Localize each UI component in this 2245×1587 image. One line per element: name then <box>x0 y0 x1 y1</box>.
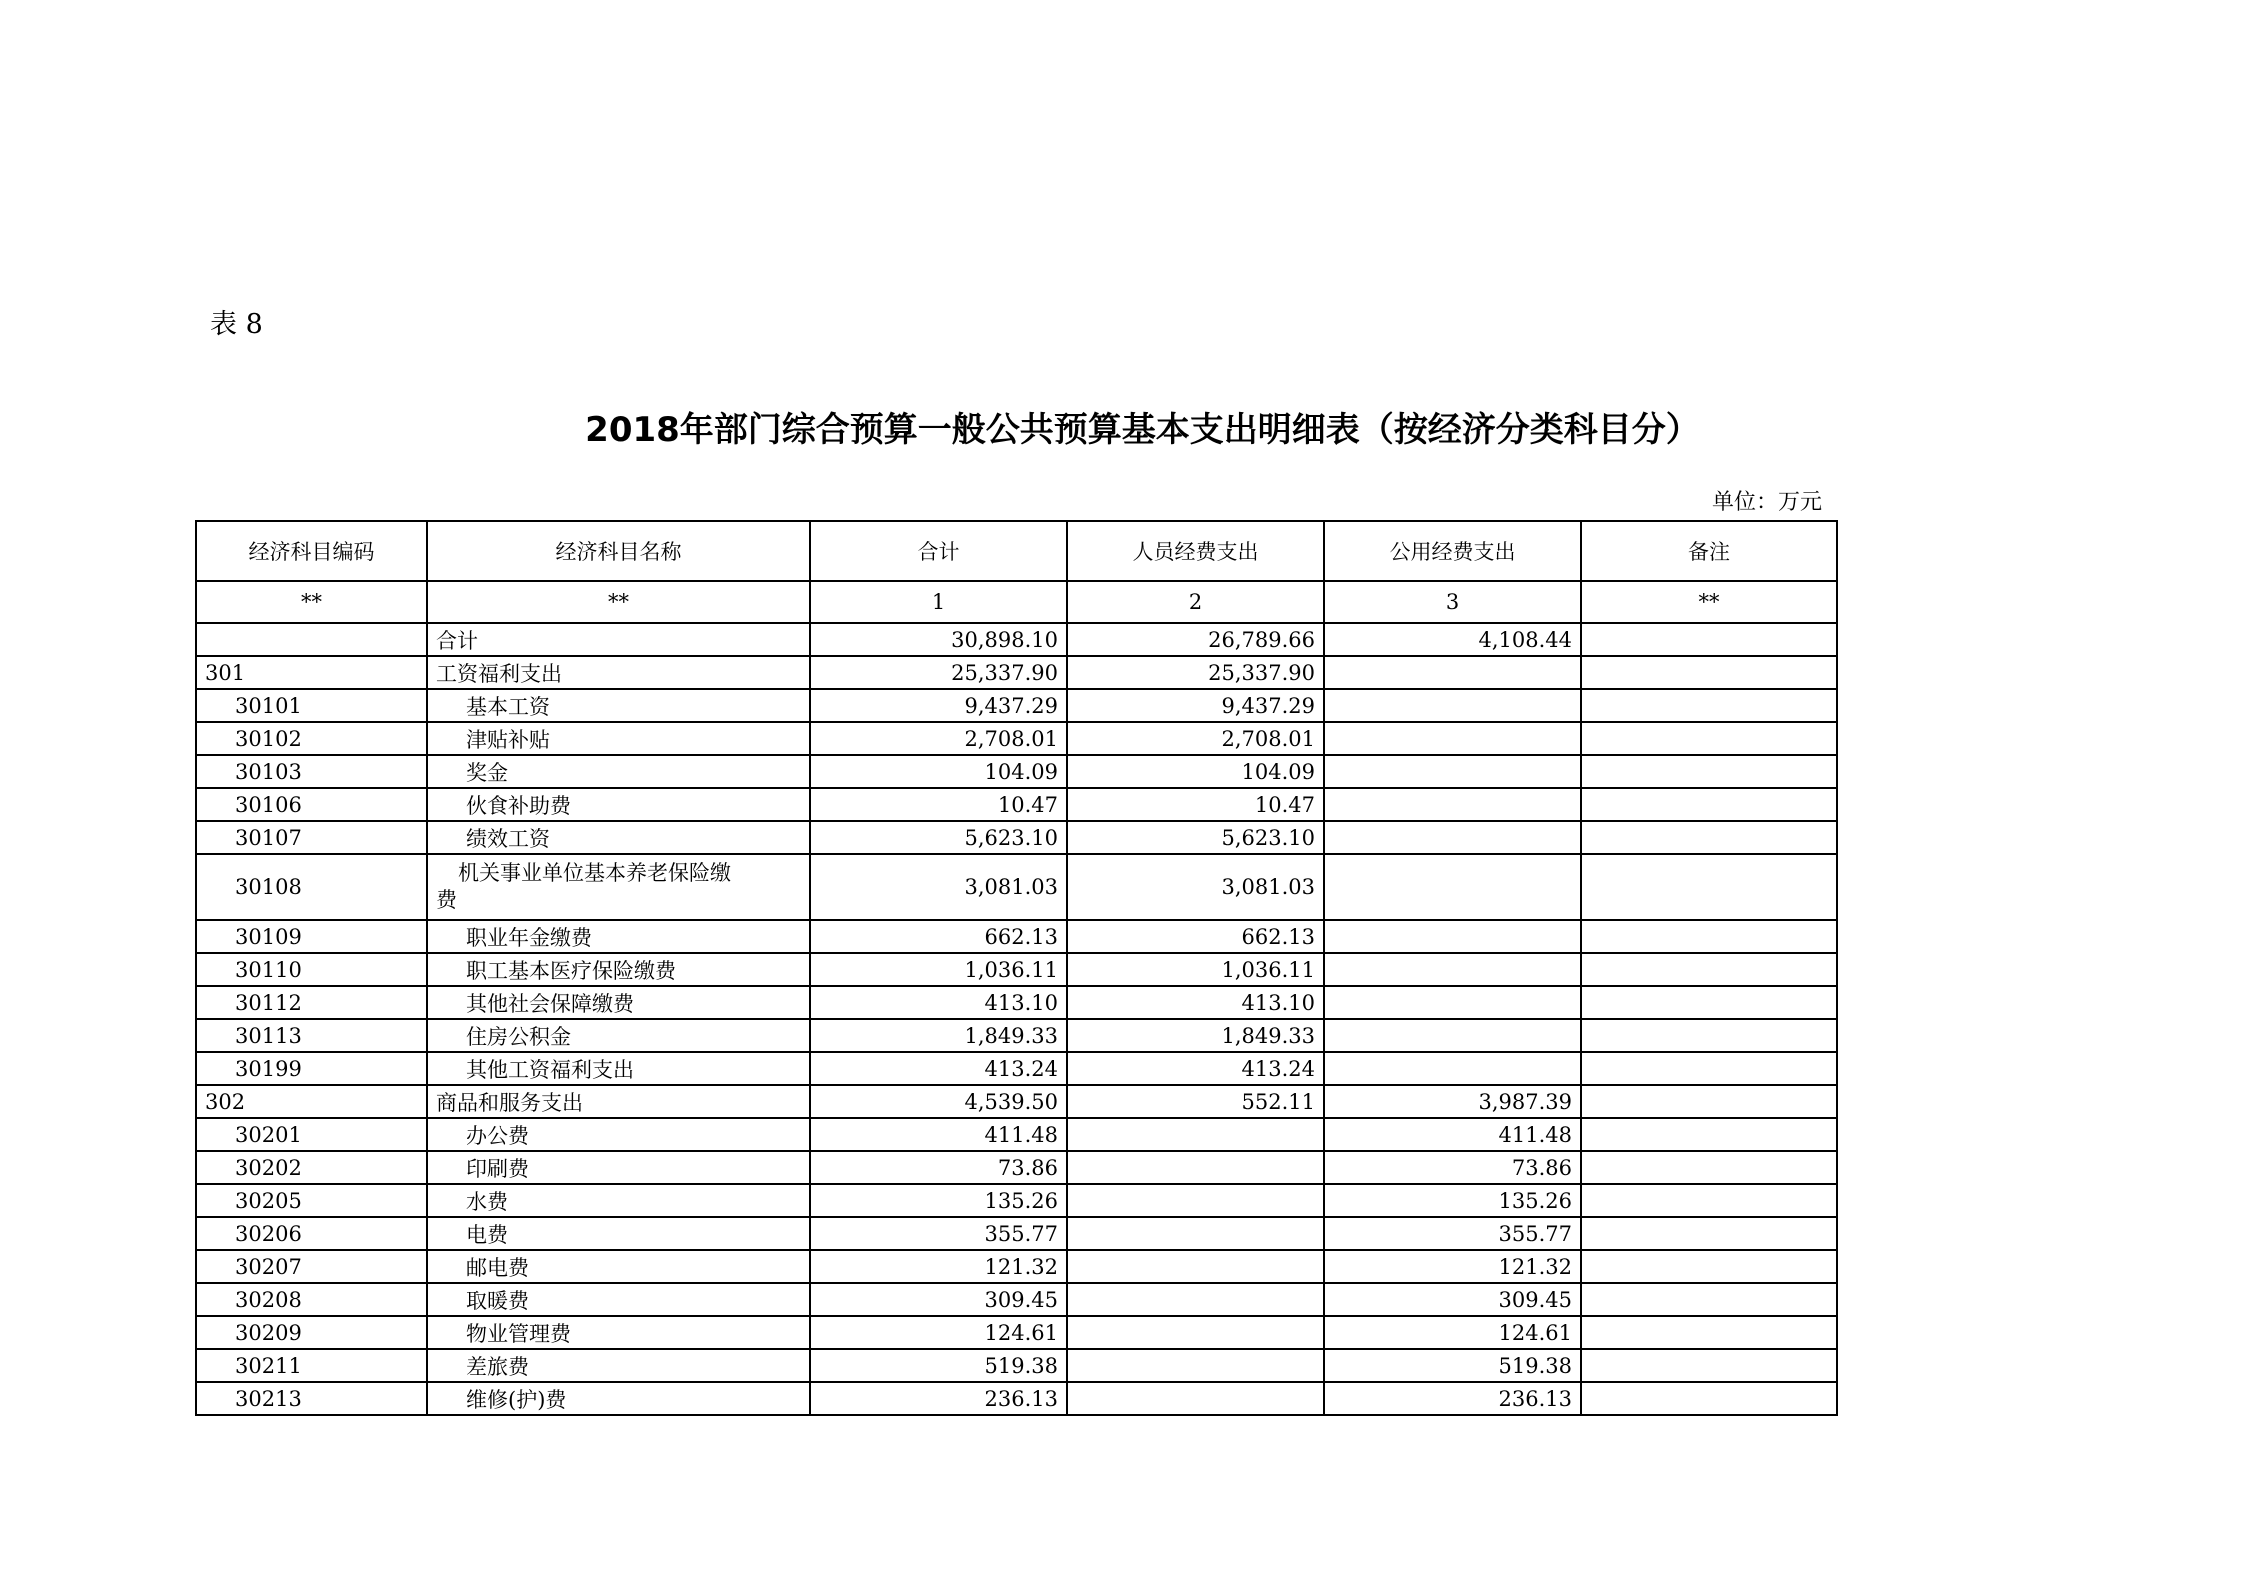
note-cell <box>1581 920 1837 953</box>
personnel-cell: 10.47 <box>1067 788 1324 821</box>
total-cell: 3,081.03 <box>810 854 1067 920</box>
public-cell: 4,108.44 <box>1324 623 1581 656</box>
table-row <box>196 1349 1837 1382</box>
index-row <box>196 581 1837 623</box>
name-cell: 其他工资福利支出 <box>427 1052 810 1085</box>
table-row <box>196 788 1837 821</box>
note-cell <box>1581 1349 1837 1382</box>
public-cell <box>1324 722 1581 755</box>
public-cell <box>1324 788 1581 821</box>
name-cell: 合计 <box>427 623 810 656</box>
personnel-cell: 2,708.01 <box>1067 722 1324 755</box>
personnel-cell <box>1067 1217 1324 1250</box>
personnel-cell <box>1067 1250 1324 1283</box>
total-cell: 25,337.90 <box>810 656 1067 689</box>
name-cell: 印刷费 <box>427 1151 810 1184</box>
code-cell: 30211 <box>196 1349 427 1382</box>
code-cell: 30106 <box>196 788 427 821</box>
personnel-cell: 5,623.10 <box>1067 821 1324 854</box>
personnel-cell: 413.10 <box>1067 986 1324 1019</box>
name-cell: 电费 <box>427 1217 810 1250</box>
header-name: 经济科目名称 <box>427 521 810 581</box>
name-cell: 维修(护)费 <box>427 1382 810 1415</box>
code-cell: 30101 <box>196 689 427 722</box>
table-row <box>196 755 1837 788</box>
table-row <box>196 656 1837 689</box>
name-cell: 工资福利支出 <box>427 656 810 689</box>
table-row <box>196 1316 1837 1349</box>
note-cell <box>1581 656 1837 689</box>
table-row <box>196 1283 1837 1316</box>
public-cell <box>1324 920 1581 953</box>
public-cell: 124.61 <box>1324 1316 1581 1349</box>
public-cell: 73.86 <box>1324 1151 1581 1184</box>
total-cell: 413.10 <box>810 986 1067 1019</box>
code-cell: 301 <box>196 656 427 689</box>
header-total: 合计 <box>810 521 1067 581</box>
public-cell: 411.48 <box>1324 1118 1581 1151</box>
total-cell: 9,437.29 <box>810 689 1067 722</box>
public-cell: 309.45 <box>1324 1283 1581 1316</box>
code-cell: 30206 <box>196 1217 427 1250</box>
note-cell <box>1581 821 1837 854</box>
code-cell: 30213 <box>196 1382 427 1415</box>
name-cell: 商品和服务支出 <box>427 1085 810 1118</box>
total-cell: 1,849.33 <box>810 1019 1067 1052</box>
header-code: 经济科目编码 <box>196 521 427 581</box>
total-cell: 30,898.10 <box>810 623 1067 656</box>
personnel-cell: 25,337.90 <box>1067 656 1324 689</box>
note-cell <box>1581 1184 1837 1217</box>
public-cell <box>1324 689 1581 722</box>
personnel-cell <box>1067 1316 1324 1349</box>
header-note: 备注 <box>1581 521 1837 581</box>
personnel-cell: 413.24 <box>1067 1052 1324 1085</box>
table-row <box>196 986 1837 1019</box>
note-cell <box>1581 953 1837 986</box>
total-cell: 4,539.50 <box>810 1085 1067 1118</box>
name-cell: 基本工资 <box>427 689 810 722</box>
table-row <box>196 1184 1837 1217</box>
code-cell: 30202 <box>196 1151 427 1184</box>
personnel-cell: 1,036.11 <box>1067 953 1324 986</box>
total-cell: 411.48 <box>810 1118 1067 1151</box>
table-row <box>196 623 1837 656</box>
note-cell <box>1581 1019 1837 1052</box>
table-label: 表 8 <box>210 309 263 340</box>
personnel-cell: 3,081.03 <box>1067 854 1324 920</box>
index-cell: 2 <box>1067 581 1324 623</box>
table-row <box>196 1151 1837 1184</box>
code-cell: 30110 <box>196 953 427 986</box>
unit-label: 单位：万元 <box>1711 490 1822 515</box>
public-cell: 135.26 <box>1324 1184 1581 1217</box>
personnel-cell: 26,789.66 <box>1067 623 1324 656</box>
total-cell: 355.77 <box>810 1217 1067 1250</box>
name-cell: 职业年金缴费 <box>427 920 810 953</box>
personnel-cell: 1,849.33 <box>1067 1019 1324 1052</box>
personnel-cell <box>1067 1349 1324 1382</box>
code-cell: 30113 <box>196 1019 427 1052</box>
total-cell: 236.13 <box>810 1382 1067 1415</box>
index-cell: 1 <box>810 581 1067 623</box>
table-row <box>196 854 1837 920</box>
header-public: 公用经费支出 <box>1324 521 1581 581</box>
header-row <box>196 521 1837 581</box>
code-cell: 30205 <box>196 1184 427 1217</box>
total-cell: 5,623.10 <box>810 821 1067 854</box>
header-personnel: 人员经费支出 <box>1067 521 1324 581</box>
personnel-cell <box>1067 1151 1324 1184</box>
code-cell: 30103 <box>196 755 427 788</box>
name-line-2: 费 <box>436 888 457 912</box>
note-cell <box>1581 1085 1837 1118</box>
table-row <box>196 689 1837 722</box>
code-cell: 302 <box>196 1085 427 1118</box>
total-cell: 121.32 <box>810 1250 1067 1283</box>
name-cell: 津贴补贴 <box>427 722 810 755</box>
budget-table <box>195 520 1838 1416</box>
note-cell <box>1581 755 1837 788</box>
total-cell: 104.09 <box>810 755 1067 788</box>
public-cell <box>1324 656 1581 689</box>
public-cell <box>1324 986 1581 1019</box>
name-cell: 邮电费 <box>427 1250 810 1283</box>
name-cell: 办公费 <box>427 1118 810 1151</box>
table-row <box>196 1052 1837 1085</box>
note-cell <box>1581 1118 1837 1151</box>
code-cell: 30108 <box>196 854 427 920</box>
name-cell: 其他社会保障缴费 <box>427 986 810 1019</box>
public-cell <box>1324 755 1581 788</box>
name-line-1: 机关事业单位基本养老保险缴 <box>458 861 731 885</box>
table-row <box>196 1085 1837 1118</box>
note-cell <box>1581 1052 1837 1085</box>
total-cell: 1,036.11 <box>810 953 1067 986</box>
table-row <box>196 821 1837 854</box>
name-cell: 职工基本医疗保险缴费 <box>427 953 810 986</box>
code-cell <box>196 623 427 656</box>
name-cell: 绩效工资 <box>427 821 810 854</box>
name-cell: 取暖费 <box>427 1283 810 1316</box>
note-cell <box>1581 1316 1837 1349</box>
code-cell: 30102 <box>196 722 427 755</box>
public-cell <box>1324 1019 1581 1052</box>
name-cell: 水费 <box>427 1184 810 1217</box>
note-cell <box>1581 1151 1837 1184</box>
table-row <box>196 1382 1837 1415</box>
name-cell: 住房公积金 <box>427 1019 810 1052</box>
total-cell: 10.47 <box>810 788 1067 821</box>
code-cell: 30209 <box>196 1316 427 1349</box>
personnel-cell: 552.11 <box>1067 1085 1324 1118</box>
table-row <box>196 1019 1837 1052</box>
personnel-cell: 9,437.29 <box>1067 689 1324 722</box>
total-cell: 309.45 <box>810 1283 1067 1316</box>
personnel-cell <box>1067 1118 1324 1151</box>
personnel-cell <box>1067 1184 1324 1217</box>
index-cell: ** <box>427 581 810 623</box>
note-cell <box>1581 1283 1837 1316</box>
note-cell <box>1581 986 1837 1019</box>
name-cell: 差旅费 <box>427 1349 810 1382</box>
public-cell: 3,987.39 <box>1324 1085 1581 1118</box>
code-cell: 30207 <box>196 1250 427 1283</box>
index-cell: ** <box>1581 581 1837 623</box>
public-cell <box>1324 1052 1581 1085</box>
code-cell: 30112 <box>196 986 427 1019</box>
note-cell <box>1581 788 1837 821</box>
name-cell: 伙食补助费 <box>427 788 810 821</box>
total-cell: 135.26 <box>810 1184 1067 1217</box>
total-cell: 662.13 <box>810 920 1067 953</box>
public-cell <box>1324 854 1581 920</box>
personnel-cell: 662.13 <box>1067 920 1324 953</box>
total-cell: 124.61 <box>810 1316 1067 1349</box>
document-title: 2018年部门综合预算一般公共预算基本支出明细表（按经济分类科目分） <box>585 410 1700 450</box>
name-cell: 奖金 <box>427 755 810 788</box>
personnel-cell: 104.09 <box>1067 755 1324 788</box>
public-cell: 355.77 <box>1324 1217 1581 1250</box>
note-cell <box>1581 1217 1837 1250</box>
code-cell: 30107 <box>196 821 427 854</box>
total-cell: 2,708.01 <box>810 722 1067 755</box>
table-row <box>196 1118 1837 1151</box>
public-cell <box>1324 821 1581 854</box>
note-cell <box>1581 1382 1837 1415</box>
table-row <box>196 1217 1837 1250</box>
index-cell: 3 <box>1324 581 1581 623</box>
note-cell <box>1581 854 1837 920</box>
name-cell: 物业管理费 <box>427 1316 810 1349</box>
note-cell <box>1581 623 1837 656</box>
code-cell: 30109 <box>196 920 427 953</box>
code-cell: 30201 <box>196 1118 427 1151</box>
table-row <box>196 920 1837 953</box>
name-cell <box>427 854 810 920</box>
note-cell <box>1581 722 1837 755</box>
note-cell <box>1581 689 1837 722</box>
public-cell <box>1324 953 1581 986</box>
total-cell: 73.86 <box>810 1151 1067 1184</box>
table-row <box>196 722 1837 755</box>
table-row <box>196 953 1837 986</box>
note-cell <box>1581 1250 1837 1283</box>
index-cell: ** <box>196 581 427 623</box>
public-cell: 121.32 <box>1324 1250 1581 1283</box>
code-cell: 30208 <box>196 1283 427 1316</box>
total-cell: 519.38 <box>810 1349 1067 1382</box>
personnel-cell <box>1067 1382 1324 1415</box>
total-cell: 413.24 <box>810 1052 1067 1085</box>
personnel-cell <box>1067 1283 1324 1316</box>
public-cell: 519.38 <box>1324 1349 1581 1382</box>
code-cell: 30199 <box>196 1052 427 1085</box>
table-row <box>196 1250 1837 1283</box>
public-cell: 236.13 <box>1324 1382 1581 1415</box>
